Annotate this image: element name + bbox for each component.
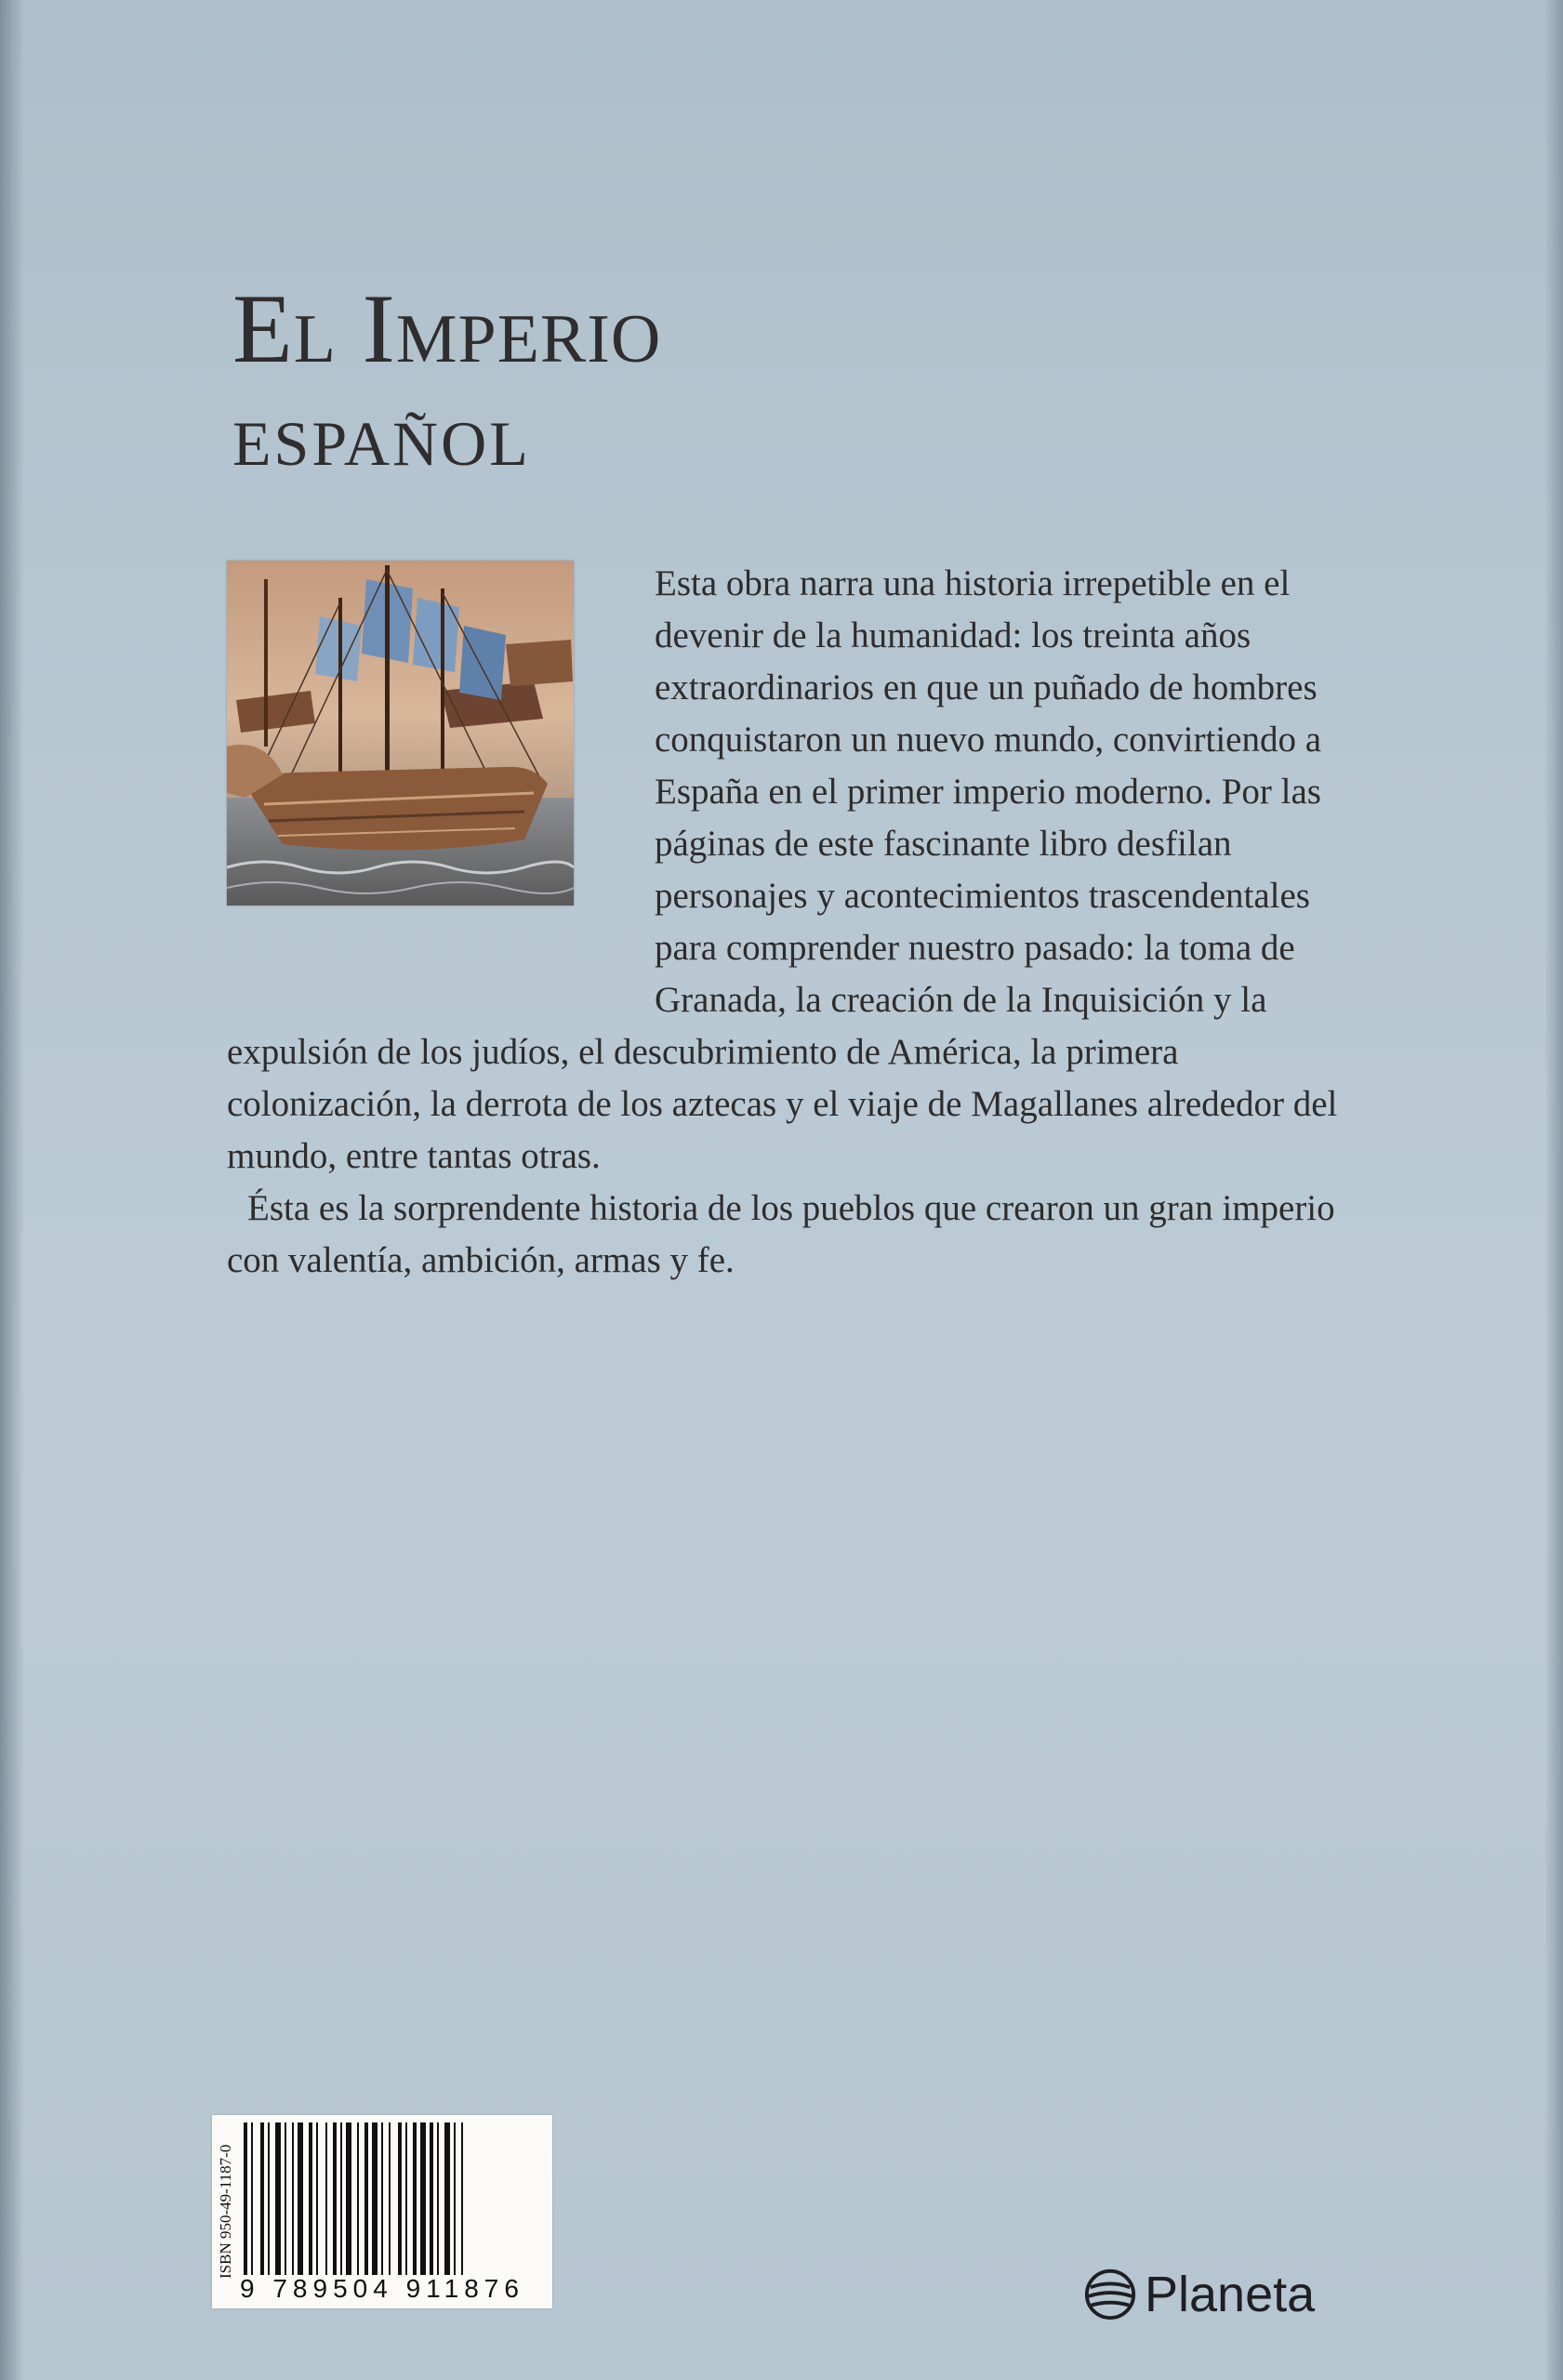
book-title [232,274,661,492]
blurb-paragraph-2: Ésta es la sorprendente historia de los pueblos que crearon un gran imperio con valentía, ambición, armas y fe. [227,1188,1335,1280]
blurb-paragraph-1: Esta obra narra una historia irrepetible en el devenir de la humanidad: los treinta años extraordinarios en que un puñado de hombres conquistaron un nuevo mundo, convirtiendo a España en el primer imperio moderno. Por las páginas de este fascinante libro desfilan personajes y acontecimientos trascendentales para comprender nuestro pasado: la toma de Granada, la creación de la Inquisición y la expulsión de los judíos, el descubrimiento de América, la primera colonización, la derrota de los aztecas y el viaje de Magallanes alrededor del mundo, entre tantas otras. [227,563,1338,1176]
barcode-bar [292,2122,294,2276]
barcode-bar [333,2122,337,2276]
barcode-bar [275,2122,281,2276]
barcode-bar [268,2122,270,2276]
barcode-bar [260,2122,264,2276]
image-spacer [227,558,655,985]
isbn-label: ISBN 950-49-1187-0 [217,2144,234,2280]
barcode-bar [309,2122,312,2276]
barcode-bar [444,2122,450,2276]
barcode-bar [244,2122,247,2276]
title-line-1: El Imperio [232,274,662,383]
barcode-bar [405,2122,407,2276]
barcode-bars [240,2122,547,2281]
barcode-bar [251,2122,253,2276]
barcode-bar [346,2122,351,2276]
barcode-bar [364,2122,368,2276]
cover-edge-left [0,0,24,2380]
cover-edge-right [1544,0,1563,2380]
title-line-2: ESPAÑOL [232,408,531,479]
barcode-bar [372,2122,378,2276]
barcode-bar [454,2122,456,2276]
barcode-bar [381,2122,383,2276]
barcode-bar [437,2122,439,2276]
barcode-bar [340,2122,342,2276]
barcode-bar [285,2122,286,2276]
barcode-bar [298,2122,303,2276]
barcode-digits: 9 789504 911876 [240,2275,547,2303]
barcode-bar [413,2122,417,2276]
barcode-bar [430,2122,433,2276]
blurb-text [227,558,1371,1287]
isbn-barcode [212,2115,552,2308]
barcode-bar [389,2122,391,2276]
barcode-bar [325,2122,327,2276]
barcode-bar [316,2122,318,2276]
barcode-bar [420,2122,426,2276]
publisher-name: Planeta [1145,2267,1316,2322]
barcode-bar [398,2122,402,2276]
barcode-bar [461,2122,463,2276]
globe-icon [1083,2268,1137,2321]
publisher-logo [1083,2266,1315,2323]
barcode-bar [357,2122,359,2276]
